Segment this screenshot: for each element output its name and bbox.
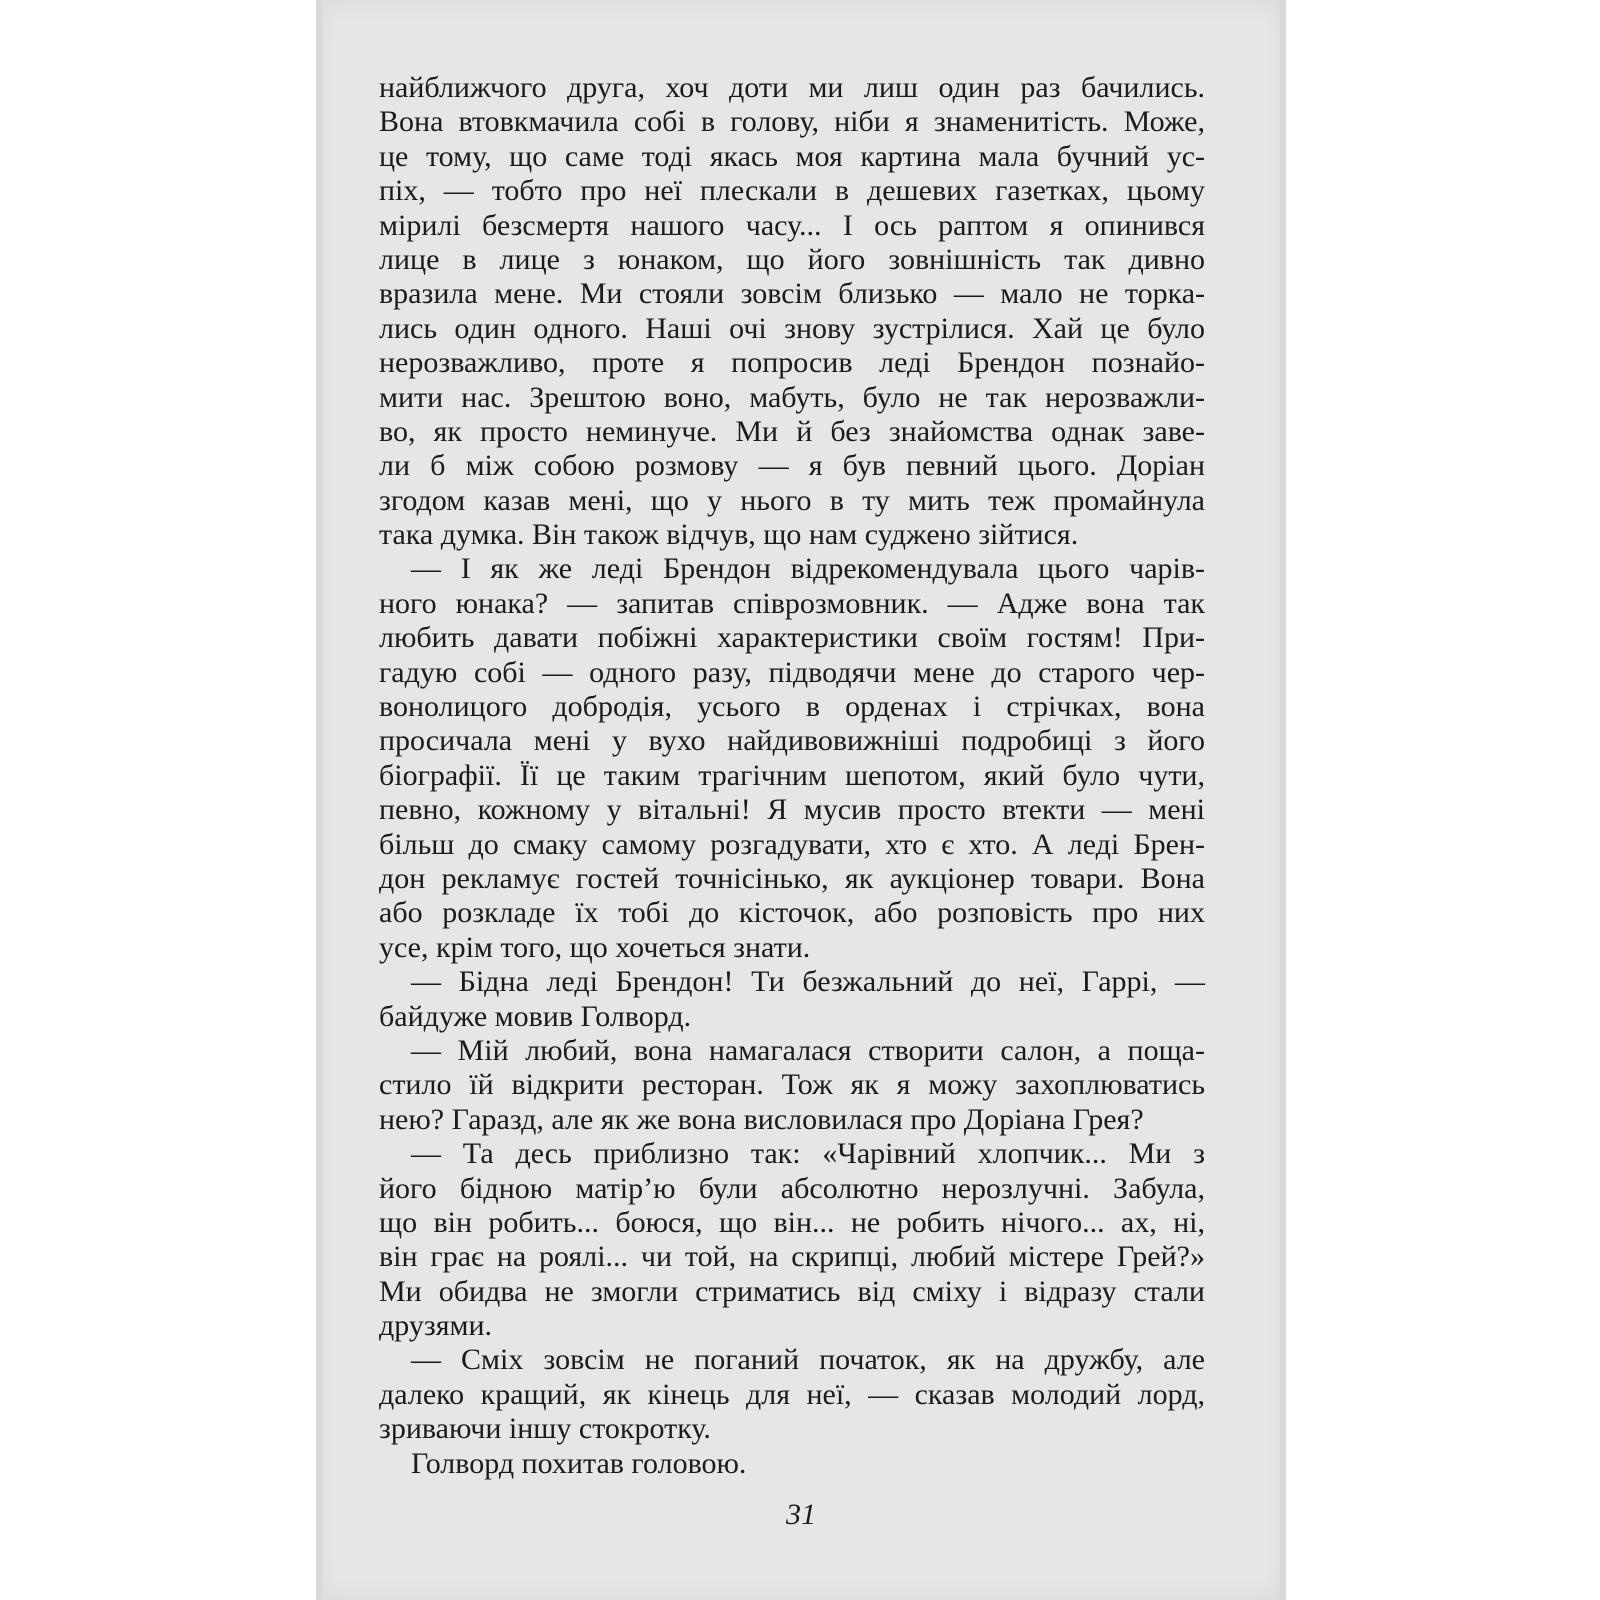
- page-left-edge: [316, 0, 322, 1600]
- text-line: вонолицого добродія, усього в орденах і стрічках, вона: [379, 690, 1205, 724]
- text-line: ли б між собою розмову — я був певний цього. Доріан: [379, 449, 1205, 483]
- text-line: його бідною матір’ю були абсолютно нерозлучні. Забула,: [379, 1171, 1205, 1205]
- page-number: 31: [786, 1498, 816, 1531]
- text-line: така думка. Він також відчув, що нам суджено зійтися.: [379, 518, 1079, 552]
- text-line: любить давати побіжні характеристики своїм гостям! При-: [379, 621, 1205, 655]
- text-line: або розкладе їх тобі до кісточок, або розповість про них: [379, 896, 1205, 930]
- text-line: — Бідна леді Брендон! Ти безжальний до неї, Гаррі, —: [411, 965, 1205, 999]
- page-text: [379, 71, 1205, 1481]
- text-line: гадую собі — одного разу, підводячи мене до старого чер-: [379, 655, 1205, 689]
- text-line: ного юнака? — запитав співрозмовник. — Адже вона так: [379, 586, 1205, 620]
- text-line: мити нас. Зрештою воно, мабуть, було не так нерозважли-: [379, 380, 1205, 414]
- text-line: що він робить... боюся, що він... не робить нічого... ах, ні,: [379, 1205, 1205, 1239]
- text-line: Голворд похитав головою.: [411, 1446, 747, 1480]
- text-line: біографії. Її це таким трагічним шепотом, який було чути,: [379, 758, 1205, 792]
- text-line: усе, крім того, що хочеться знати.: [379, 930, 811, 964]
- text-line: мірилі безсмертя нашого часу... І ось раптом я опинився: [379, 208, 1205, 242]
- text-line: це тому, що саме тоді якась моя картина мала бучний ус-: [379, 139, 1205, 173]
- text-line: Ми обидва не змогли стриматись від сміху і відразу стали: [379, 1274, 1205, 1308]
- text-line: нею? Гаразд, але як же вона висловилася про Доріана Грея?: [379, 1102, 1144, 1136]
- text-line: лице в лице з юнаком, що його зовнішність так дивно: [379, 242, 1205, 276]
- text-line: певно, кожному у вітальні! Я мусив просто втекти — мені: [379, 793, 1205, 827]
- text-line: дон рекламує гостей точнісінько, як аукціонер товари. Вона: [379, 861, 1205, 895]
- text-line: він грає на роялі... чи той, на скрипці, любий містере Грей?»: [379, 1240, 1205, 1274]
- book-page: [316, 0, 1286, 1600]
- text-line: — Та десь приблизно так: «Чарівний хлопчик... Ми з: [411, 1137, 1205, 1171]
- text-line: більш до смаку самому розгадувати, хто є хто. А леді Брен-: [379, 827, 1205, 861]
- text-line: вразила мене. Ми стояли зовсім близько — мало не торка-: [379, 277, 1205, 311]
- text-line: — Мій любий, вона намагалася створити салон, а поща-: [411, 1033, 1205, 1067]
- text-line: Вона втовкмачила собі в голову, ніби я знаменитість. Може,: [379, 105, 1205, 139]
- text-line: во, як просто неминуче. Ми й без знайомства однак заве-: [379, 414, 1205, 448]
- text-line: друзями.: [379, 1309, 493, 1343]
- text-line: — І як же леді Брендон відрекомендувала цього чарів-: [411, 552, 1205, 586]
- text-line: байдуже мовив Голворд.: [379, 999, 692, 1033]
- text-line: — Сміх зовсім не поганий початок, як на дружбу, але: [411, 1343, 1205, 1377]
- text-line: зриваючи іншу стокротку.: [379, 1412, 711, 1446]
- text-line: стило їй відкрити ресторан. Тож як я можу захоплюватись: [379, 1068, 1205, 1102]
- text-line: просичала мені у вухо найдивовижніші подробиці з його: [379, 724, 1205, 758]
- text-line: нерозважливо, проте я попросив леді Брендон познайо-: [379, 346, 1205, 380]
- text-line: згодом казав мені, що у нього в ту мить теж промайнула: [379, 483, 1205, 517]
- text-line: піх, — тобто про неї плескали в дешевих газетках, цьому: [379, 174, 1205, 208]
- text-line: лись один одного. Наші очі знову зустрілися. Хай це було: [379, 311, 1205, 345]
- page-right-edge: [1280, 0, 1286, 1600]
- text-line: далеко кращий, як кінець для неї, — сказав молодий лорд,: [379, 1377, 1205, 1411]
- text-line: найближчого друга, хоч доти ми лиш один раз бачились.: [379, 71, 1205, 104]
